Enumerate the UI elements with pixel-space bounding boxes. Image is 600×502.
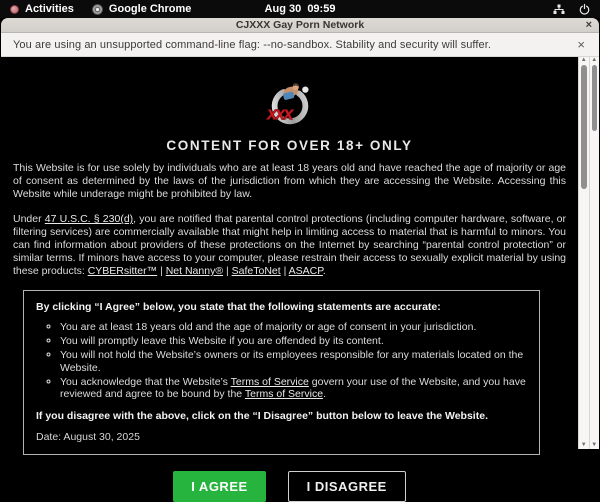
chrome-icon [92,4,103,15]
scrollbar-area [578,57,599,449]
bullet4-end: . [323,388,326,401]
list-item: ◦ You will promptly leave this Website if you are offended by its content. [60,335,527,348]
list-item: ◦ You will not hold the Website’s owners or its employees responsible for any materials located on the Website. [60,349,527,374]
activities-label: Activities [25,3,74,15]
network-icon[interactable] [553,4,565,15]
safetonet-link[interactable]: SafeToNet [231,265,281,277]
window-titlebar[interactable] [1,18,599,33]
gnome-top-bar [0,0,600,18]
clock-button[interactable]: Aug 30 09:59 [264,3,336,15]
intro-paragraph: This Website is for use solely by individuals who are at least 18 years old and have reached the age of majority or age of consent as determined by the laws of the jurisdiction from which they are accessing the Website. Accessing this Website while underage might be prohibited by law. [13,162,566,200]
p2-pre: Under [13,213,45,225]
terms-of-service-link[interactable]: Terms of Service [230,375,309,388]
app-menu-button[interactable] [92,3,192,15]
netnanny-link[interactable]: Net Nanny® [165,265,224,277]
usc-230d-link[interactable]: 47 U.S.C. § 230(d) [44,213,134,225]
infobar-close-button[interactable]: × [577,37,585,52]
scroll-up-icon[interactable]: ▲ [591,57,598,63]
activities-button[interactable] [10,3,74,15]
list-item [60,376,527,401]
terms-of-service-link[interactable]: Terms of Service [244,388,324,401]
agreement-intro: By clicking “I Agree” below, you state that the following statements are accurate: [36,301,441,313]
bullet4-pre: You acknowledge that the Website’s [60,375,231,388]
chrome-infobar [1,33,599,57]
p2-mid: , you are notified that parental control protections (including computer hardware, software, or filtering services) are commercially available that might help in limiting access to material that is harmful to minors. You can find information about providers of these protections on the Internet by searching “parental control protection” or similar terms. If minors have access to your computer, please restrain their access to sexually explicit material by using these products: [13,213,567,277]
disagree-button[interactable]: I DISAGREE [288,471,406,502]
agreement-list [36,321,527,401]
age-verification-page [1,57,578,495]
p2-end: . [322,265,326,277]
scrollbar-thumb[interactable] [581,65,587,189]
consent-buttons [13,471,566,502]
date-line: Date: August 30, 2025 [36,431,140,444]
scrollbar-thumb[interactable] [592,65,598,131]
parental-control-paragraph [13,213,566,278]
product-separator: | [280,265,289,277]
power-icon[interactable] [579,4,590,15]
product-separator: | [223,265,232,277]
page-scrollbar[interactable] [578,57,589,449]
scroll-up-icon[interactable]: ▲ [580,57,587,63]
activities-icon [10,5,19,14]
agree-button[interactable]: I AGREE [173,471,265,502]
agreement-box [23,290,540,455]
product-separator: | [157,265,166,277]
list-item: ◦ You are at least 18 years old and the age of majority or age of consent in your jurisdiction. [60,321,527,334]
svg-text:xxx: xxx [266,102,292,124]
window-title: CJXXX Gay Porn Network [235,19,365,31]
scroll-down-icon[interactable]: ▼ [591,442,598,448]
site-logo [261,81,319,134]
window-scrollbar[interactable] [589,57,600,449]
browser-viewport [1,57,599,495]
bullet4-mid: govern your use of the Website, and you have reviewed and agree to be bound by the [60,375,526,401]
cybersitter-link[interactable]: CYBERsitter™ [87,265,158,277]
disagree-note: If you disagree with the above, click on the “I Disagree” button below to leave the Website. [36,410,488,423]
window-close-button[interactable]: × [585,19,592,31]
app-menu-label: Google Chrome [108,3,192,15]
asacp-link[interactable]: ASACP [288,265,323,277]
page-title: CONTENT FOR OVER 18+ ONLY [166,138,413,153]
scroll-down-icon[interactable]: ▼ [580,442,587,448]
infobar-message: You are using an unsupported command-line flag: --no-sandbox. Stability and security will suffer. [13,38,492,51]
